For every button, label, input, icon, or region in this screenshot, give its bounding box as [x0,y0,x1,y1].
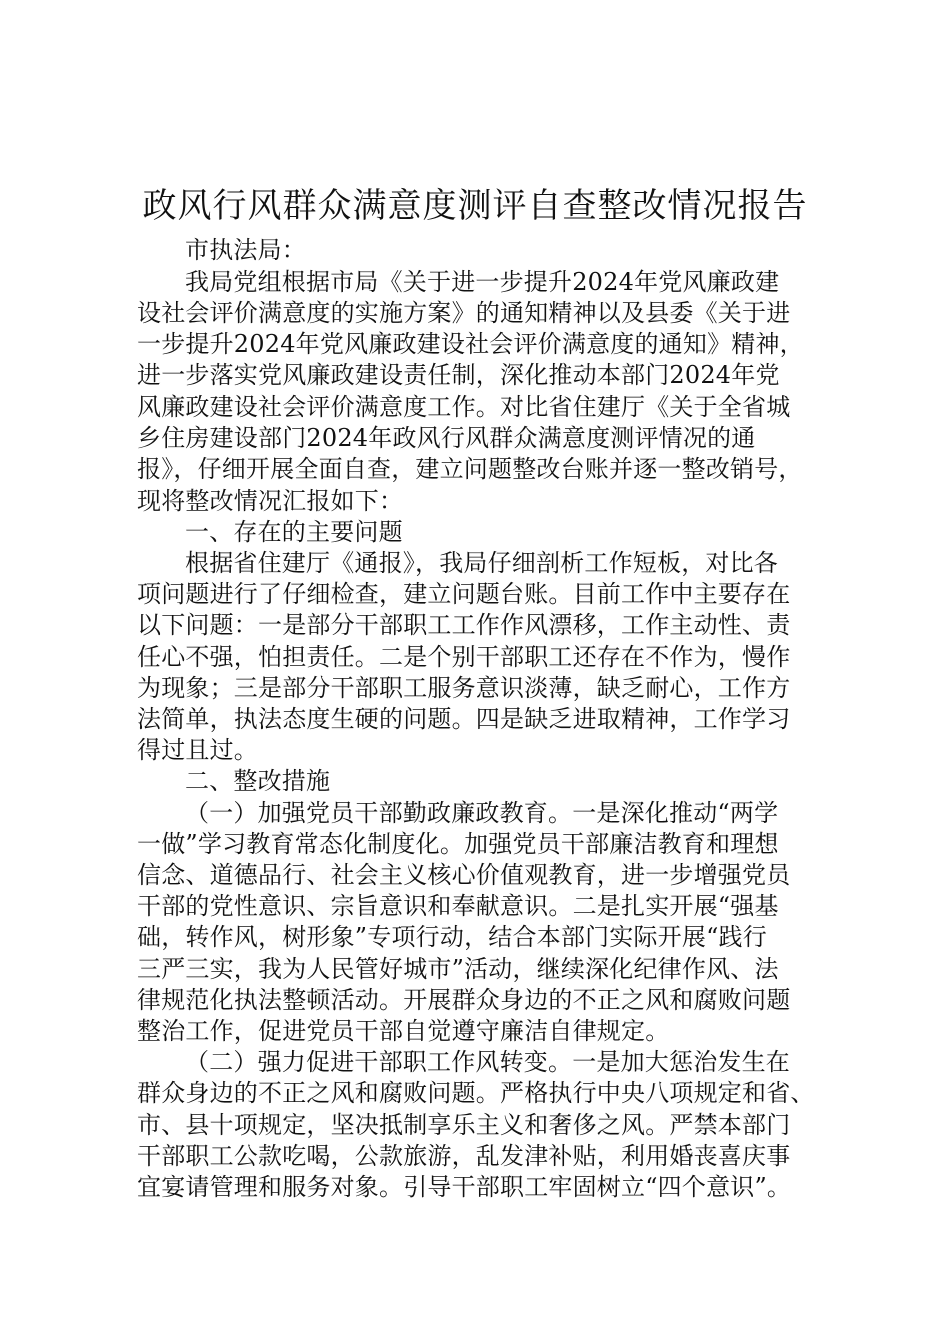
paragraph-line: 风廉政建设社会评价满意度工作。对比省住建厅《关于全省城 [137,393,791,421]
paragraph-line: （一）加强党员干部勤政廉政教育。一是深化推动“两学 [185,799,779,827]
paragraph-line: 干部职工公款吃喝，公款旅游，乱发津补贴，利用婚丧喜庆事 [137,1142,791,1170]
section-heading: 二、整改措施 [185,767,331,795]
addressee-line: 市执法局： [185,236,306,264]
section-heading: 一、存在的主要问题 [185,518,403,546]
paragraph-line: 以下问题：一是部分干部职工工作作风漂移，工作主动性、责 [137,611,791,639]
paragraph-line: 进一步落实党风廉政建设责任制，深化推动本部门2024年党 [137,361,780,389]
paragraph-line: 一步提升2024年党风廉政建设社会评价满意度的通知》精神， [137,330,804,358]
paragraph-line: 设社会评价满意度的实施方案》的通知精神以及县委《关于进 [137,299,791,327]
paragraph-line: 现将整改情况汇报如下： [137,487,404,515]
paragraph-line: 一做”学习教育常态化制度化。加强党员干部廉洁教育和理想 [137,830,779,858]
paragraph-line: 群众身边的不正之风和腐败问题。严格执行中央八项规定和省、 [137,1079,815,1107]
paragraph-line: （二）强力促进干部职工作风转变。一是加大惩治发生在 [185,1048,790,1076]
document-title: 政风行风群众满意度测评自查整改情况报告 [142,186,808,226]
paragraph-line: 市、县十项规定，坚决抵制享乐主义和奢侈之风。严禁本部门 [137,1111,791,1139]
paragraph-line: 报》，仔细开展全面自查，建立问题整改台账并逐一整改销号， [137,455,803,483]
paragraph-line: 法简单，执法态度生硬的问题。四是缺乏进取精神，工作学习 [137,705,791,733]
paragraph-line: 项问题进行了仔细检查，建立问题台账。目前工作中主要存在 [137,580,791,608]
paragraph-line: 整治工作，促进党员干部自觉遵守廉洁自律规定。 [137,1017,670,1045]
paragraph-line: 础，转作风，树形象”专项行动，结合本部门实际开展“践行 [137,923,767,951]
paragraph-line: 任心不强，怕担责任。二是个别干部职工还存在不作为，慢作 [137,643,791,671]
paragraph-line: 为现象；三是部分干部职工服务意识淡薄，缺乏耐心，工作方 [137,674,791,702]
paragraph-line: 宜宴请管理和服务对象。引导干部职工牢固树立“四个意识”。 [137,1173,792,1201]
paragraph-line: 乡住房建设部门2024年政风行风群众满意度测评情况的通 [137,424,756,452]
paragraph-line: 根据省住建厅《通报》，我局仔细剖析工作短板，对比各 [185,549,778,577]
paragraph-line: 三严三实，我为人民管好城市”活动，继续深化纪律作风、法 [137,955,779,983]
paragraph-line: 得过且过。 [137,736,258,764]
paragraph-line: 律规范化执法整顿活动。开展群众身边的不正之风和腐败问题 [137,986,791,1014]
paragraph-line: 我局党组根据市局《关于进一步提升2024年党风廉政建 [185,268,780,296]
paragraph-line: 信念、道德品行、社会主义核心价值观教育，进一步增强党员 [137,861,791,889]
paragraph-line: 干部的党性意识、宗旨意识和奉献意识。二是扎实开展“强基 [137,892,779,920]
